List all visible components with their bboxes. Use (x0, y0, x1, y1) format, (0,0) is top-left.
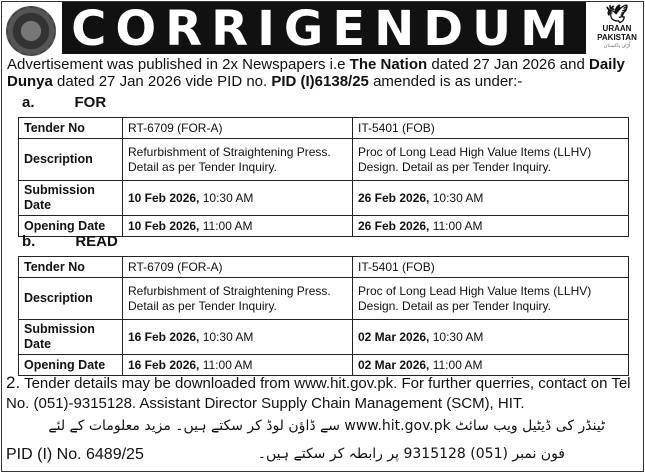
table-row (19, 320, 629, 355)
row-header: Opening Date (19, 216, 123, 237)
row-header: Tender No (19, 257, 123, 278)
row-header: Submission Date (19, 320, 123, 355)
cell-rt-6709: RT-6709 (FOR-A) (123, 118, 353, 139)
cell-it-5401: 26 Feb 2026, 11:00 AM (353, 216, 629, 237)
cell-it-5401: Proc of Long Lead High Value Items (LLHV) Design. Detail as per Tender Inquiry. (353, 139, 629, 181)
hit-seal-logo (6, 6, 56, 56)
table-row (19, 139, 629, 181)
title-banner: CORRIGENDUM (62, 2, 586, 54)
section-b-heading: b. READ (22, 233, 118, 250)
cell-rt-6709: RT-6709 (FOR-A) (123, 257, 353, 278)
bird-icon: 🕊 (605, 4, 629, 24)
urdu-line-1: ٹینڈر کی ڈیٹیل ویب سائٹ www.hit.gov.pk سے ڈاؤن لوڈ کر سکتے ہیں۔ مزید معلومات کے لئے (48, 418, 605, 434)
section-a-heading: a. FOR (22, 94, 107, 111)
logo-text: URAAN PAKISTAN (597, 24, 637, 42)
paragraph-2: 2. Tender details may be downloaded from www.hit.gov.pk. For further querries, contact on Tel No. (051)-9315128. Assistant Director Supply Chain Management (SCM), HIT. (6, 373, 631, 412)
table-row (19, 257, 629, 278)
read-table (18, 256, 629, 376)
row-header: Opening Date (19, 355, 123, 376)
cell-it-5401: IT-5401 (FOB) (353, 257, 629, 278)
intro-paragraph: Advertisement was published in 2x Newspapers i.e The Nation dated 27 Jan 2026 and Daily Dunya dated 27 Jan 2026 vide PID no. PID (I)6138/25 amended is as under:- (7, 56, 625, 90)
cell-it-5401: IT-5401 (FOB) (353, 118, 629, 139)
cell-rt-6709: 10 Feb 2026, 11:00 AM (123, 216, 353, 237)
cell-rt-6709: 10 Feb 2026, 10:30 AM (123, 181, 353, 216)
urdu-line-2: فون نمبر (051) 9315128 پر رابطہ کر سکتے ہیں۔ (257, 446, 565, 462)
footer-pid: PID (I) No. 6489/25 (6, 446, 144, 463)
cell-rt-6709: 16 Feb 2026, 10:30 AM (123, 320, 353, 355)
uraan-pakistan-logo: 🕊 URAAN PAKISTAN اُڑان پاکستان (592, 4, 642, 56)
cell-rt-6709: Refurbishment of Straightening Press. Detail as per Tender Inquiry. (123, 278, 353, 320)
table-row (19, 278, 629, 320)
for-table (18, 117, 629, 237)
cell-it-5401: Proc of Long Lead High Value Items (LLHV) Design. Detail as per Tender Inquiry. (353, 278, 629, 320)
table-row (19, 118, 629, 139)
row-header: Description (19, 139, 123, 181)
cell-it-5401: 02 Mar 2026, 11:00 AM (353, 355, 629, 376)
cell-it-5401: 02 Mar 2026, 10:30 AM (353, 320, 629, 355)
row-header: Submission Date (19, 181, 123, 216)
cell-it-5401: 26 Feb 2026, 10:30 AM (353, 181, 629, 216)
table-row (19, 181, 629, 216)
cell-rt-6709: 16 Feb 2026, 11:00 AM (123, 355, 353, 376)
cell-rt-6709: Refurbishment of Straightening Press. Detail as per Tender Inquiry. (123, 139, 353, 181)
row-header: Tender No (19, 118, 123, 139)
row-header: Description (19, 278, 123, 320)
